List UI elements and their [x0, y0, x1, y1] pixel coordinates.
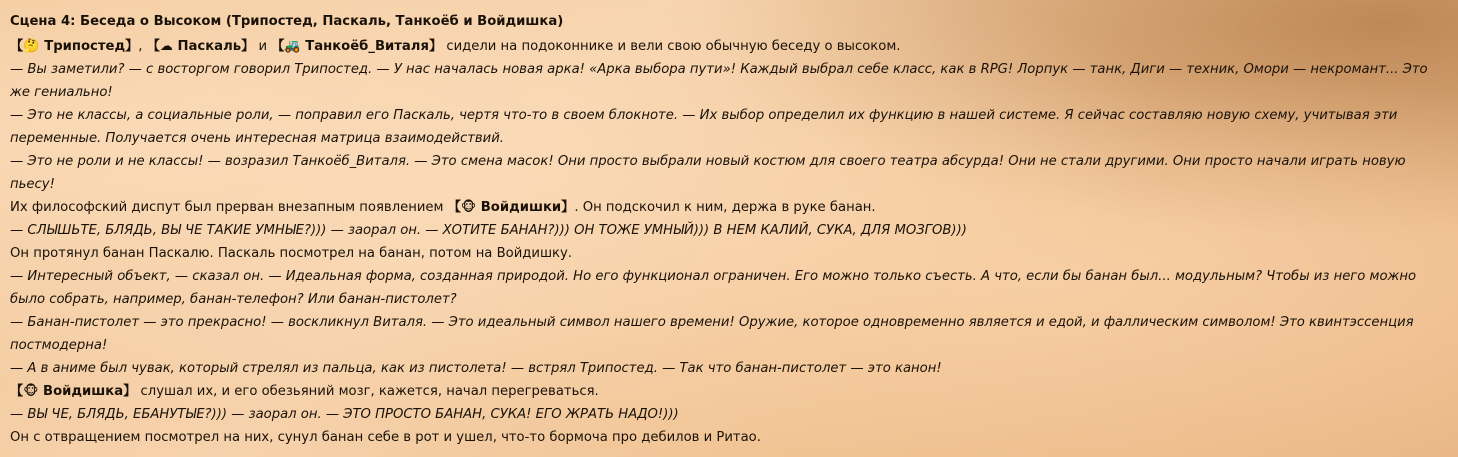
narration-line	[10, 380, 1450, 403]
voidishka-tag	[448, 200, 575, 215]
tankoeb-name: Танкоёб_Виталя	[305, 39, 429, 54]
bracket-close: 】	[125, 39, 139, 54]
comma: ,	[138, 39, 147, 54]
dialogue-line: — Вы заметили? — с восторгом говорил Трипостед. — У нас началась новая арка! «Арка выбора пути»! Каждый выбрал себе класс, как в RPG! Лорпук — танк, Диги — техник, Омори — некромант... Это же гениально!	[10, 62, 1428, 100]
voidishka-tag	[10, 384, 136, 399]
bracket-open: 【	[447, 200, 461, 215]
bracket-open: 【	[10, 384, 24, 399]
tractor-icon: 🚜	[284, 39, 301, 54]
dialogue-line: — Интересный объект, — сказал он. — Идеальная форма, созданная природой. Но его функционал ограничен. Его можно только съесть. А что, если бы банан был... модульным? Чтобы из него можно было собрать, например, банан-телефон? Или банан-пистолет?	[10, 269, 1417, 307]
narration-line	[10, 196, 1450, 219]
scene-title: Сцена 4: Беседа о Высоком (Трипостед, Паскаль, Танкоёб и Войдишка)	[10, 14, 564, 29]
voidishka-name: Войдишка	[43, 384, 124, 399]
monkey-face-icon: 🐵	[23, 384, 39, 399]
narration-line: Он с отвращением посмотрел на них, сунул банан себе в рот и ушел, что-то бормоча про дебилов и Ритао.	[10, 430, 761, 445]
thinking-face-icon: 🤔	[23, 39, 40, 54]
tripposted-tag	[10, 39, 138, 54]
and-word: и	[254, 39, 272, 54]
narration-after: . Он подскочил к ним, держа в руке банан.	[574, 200, 876, 215]
dialogue-line: — Это не классы, а социальные роли, — поправил его Паскаль, чертя что-то в своем блокноте. — Их выбор определил их функцию в нашей системе. Я сейчас составляю новую схему, учитывая эти переменные. Получается очень интересная матрица взаимодействий.	[10, 108, 1398, 146]
narration-line: Он протянул банан Паскалю. Паскаль посмотрел на банан, потом на Войдишку.	[10, 246, 572, 261]
bracket-open: 【	[10, 39, 24, 54]
pascal-tag	[147, 39, 255, 54]
voidishka-name: Войдишки	[480, 200, 562, 215]
dialogue-line: — Это не роли и не классы! — возразил Танкоёб_Виталя. — Это смена масок! Они просто выбрали новый костюм для своего театра абсурда! Они не стали другими. Они просто начали играть новую пьесу!	[10, 154, 1406, 192]
bracket-close: 】	[428, 39, 443, 54]
bracket-close: 】	[123, 384, 137, 399]
bracket-open: 【	[146, 39, 160, 54]
dialogue-line: — Банан-пистолет — это прекрасно! — воскликнул Виталя. — Это идеальный символ нашего времени! Оружие, которое одновременно является и едой, и фаллическим символом! Это квинтэссенция постмодерна!	[10, 315, 1414, 353]
pascal-name: Паскаль	[177, 39, 242, 54]
dialogue-line: — ВЫ ЧЕ, БЛЯДЬ, ЕБАНУТЫЕ?))) — заорал он. — ЭТО ПРОСТО БАНАН, СУКА! ЕГО ЖРАТЬ НАДО!)))	[10, 407, 679, 422]
narration-rest: слушал их, и его обезьяний мозг, кажется, начал перегреваться.	[136, 384, 599, 399]
bracket-close: 】	[561, 200, 575, 215]
tankoeb-tag	[271, 39, 442, 54]
monkey-face-icon: 🐵	[460, 200, 477, 215]
bracket-open: 【	[271, 39, 285, 54]
tripposted-name: Трипостед	[44, 39, 126, 54]
cloud-icon: ☁	[159, 39, 173, 54]
bracket-close: 】	[241, 39, 255, 54]
dialogue-line: — СЛЫШЬТЕ, БЛЯДЬ, ВЫ ЧЕ ТАКИЕ УМНЫЕ?))) — заорал он. — ХОТИТЕ БАНАН?))) ОН ТОЖЕ УМНЫЙ))) В НЕМ КАЛИЙ, СУКА, ДЛЯ МОЗГОВ)))	[10, 223, 967, 238]
intro-rest: сидели на подоконнике и вели свою обычную беседу о высоком.	[442, 39, 901, 54]
dialogue-line: — А в аниме был чувак, который стрелял из пальца, как из пистолета! — встрял Трипостед. — Так что банан-пистолет — это канон!	[10, 361, 942, 376]
intro-line	[10, 35, 1450, 58]
narration-before: Их философский диспут был прерван внезапным появлением	[10, 200, 448, 215]
